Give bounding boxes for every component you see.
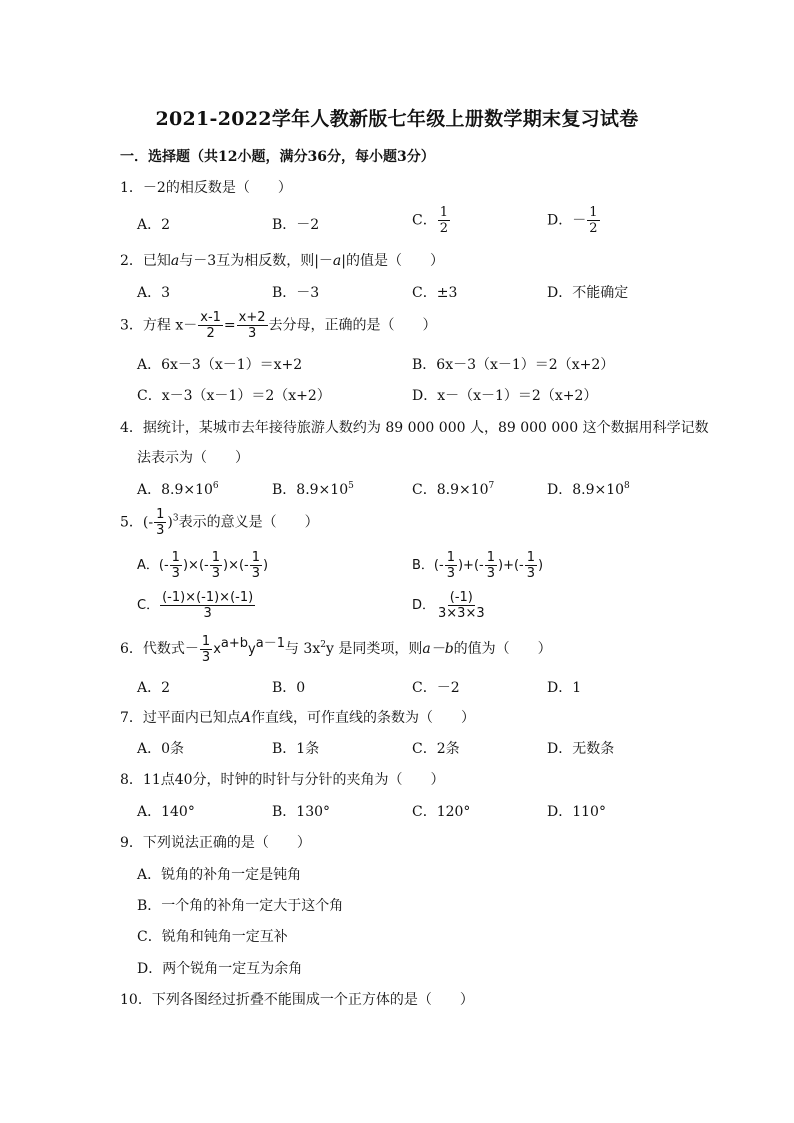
q2-option-c: C．±3 [412, 285, 458, 301]
q7-text-a: 7．过平面内已知点 [120, 710, 241, 726]
q5-a-op1: × [188, 558, 199, 573]
q2-var-a: a [170, 253, 180, 269]
q3-option-b: B．6x－3（x－1）＝2（x+2） [412, 357, 615, 373]
q1-option-a: A．2 [137, 217, 171, 233]
q1-c-den: 2 [439, 221, 448, 236]
q5-c-fraction [160, 590, 255, 621]
q5-b-f3-num: 1 [526, 550, 536, 565]
q5-b-op1: + [463, 558, 474, 573]
q6-option-c: C．－2 [412, 680, 460, 696]
q3-option-c: C．x－3（x－1）＝2（x+2） [137, 388, 331, 404]
q5-base-fraction [154, 507, 166, 538]
q7-point: A [240, 710, 252, 726]
q5-a-f2-num: 1 [211, 550, 220, 565]
q3-option-a: A．6x－3（x－1）＝x+2 [137, 357, 303, 373]
q2-option-a: A．3 [137, 285, 171, 301]
q5-a-f2-den: 3 [211, 566, 220, 581]
q4-option-c [412, 479, 494, 499]
q4-a-text: A．8.9×10 [137, 482, 213, 498]
q3-text-b: 去分母，正确的是（ ） [268, 317, 437, 334]
q1-c-prefix: C． [412, 212, 437, 229]
q4-b-exp: 5 [348, 481, 354, 491]
q5-text-b: 表示的意义是（ ） [178, 514, 319, 531]
q5-d-num: (-1) [449, 590, 473, 605]
q5-option-b: B．(- $\frac{1}{3}$ )+(- $\frac{1}{3}$ )+(- $\frac{1}{3}$ ) [412, 550, 544, 581]
q5-b-f2-num: 1 [486, 550, 495, 565]
q8-option-a: A．140° [137, 804, 195, 820]
q8-option-b: B．130° [272, 804, 331, 820]
q5-b-f2 [485, 550, 497, 581]
q3-f1-den: 2 [206, 326, 215, 341]
q8-option-d: D．110° [547, 804, 606, 820]
q5-a-op2: × [228, 558, 239, 573]
q5-d-fraction [436, 590, 487, 621]
question-6-stem [120, 632, 552, 665]
q3-fraction-1 [198, 310, 223, 341]
q5-a-f1-den: 3 [171, 566, 180, 581]
q5-option-d [412, 590, 488, 621]
q9-option-a: A．锐角的补角一定是钝角 [137, 867, 302, 883]
q5-a-f3 [250, 550, 262, 581]
q6-var-ab: a－b [422, 641, 454, 657]
q5-c-den: 3 [203, 606, 212, 621]
q5-c-label: C． [137, 598, 160, 613]
q5-number: 5． [120, 514, 143, 531]
question-1-stem: 1．－2的相反数是（ ） [120, 180, 292, 196]
q4-option-d [547, 479, 630, 499]
q5-base-den: 3 [156, 523, 165, 538]
q4-option-b [272, 479, 354, 499]
q5-b-f1-den: 3 [446, 566, 455, 581]
q3-fraction-2 [237, 310, 268, 341]
q2-text-c: |的值是（ ） [341, 253, 444, 269]
q5-base-num: 1 [156, 507, 165, 522]
q4-d-text: D．8.9×10 [547, 482, 625, 498]
q5-a-f1-num: 1 [171, 550, 180, 565]
q6-text-c: y 是同类项，则 [325, 641, 423, 657]
q5-a-label: A． [137, 558, 159, 573]
q3-equals: = [223, 317, 236, 334]
q6-frac-den: 3 [201, 649, 211, 665]
q3-option-d: D．x－（x－1）＝2（x+2） [412, 388, 598, 404]
q5-b-f3 [525, 550, 537, 581]
q7-option-c: C．2条 [412, 741, 460, 757]
q5-b-op2: + [503, 558, 514, 573]
q3-f2-num: x+2 [238, 310, 266, 325]
q4-d-exp: 8 [624, 481, 630, 491]
q5-c-num: (-1)×(-1)×(-1) [162, 590, 254, 605]
q1-option-c [412, 205, 451, 236]
q5-d-label: D． [412, 598, 436, 613]
question-2-stem [120, 250, 444, 270]
q5-b-f1-num: 1 [446, 550, 455, 565]
q5-option-a: A．(- $\frac{1}{3}$ )×(- $\frac{1}{3}$ )×(- $\frac{1}{3}$ ) [137, 550, 269, 581]
q4-a-exp: 6 [212, 481, 219, 491]
q5-b-f3-den: 3 [526, 566, 536, 581]
q6-text-b: 与 3x [284, 641, 321, 657]
q6-text-a: 6．代数式－ [120, 641, 199, 657]
q6-option-d: D．1 [547, 680, 582, 696]
q7-option-d: D．无数条 [547, 741, 615, 757]
q5-a-f1 [170, 550, 182, 581]
q7-text-b: 作直线，可作直线的条数为（ ） [251, 710, 476, 726]
q2-option-d: D．不能确定 [547, 285, 629, 301]
q5-d-den: 3×3×3 [438, 606, 485, 621]
q6-option-a: A．2 [137, 680, 171, 696]
q2-text-b: 与－3互为相反数，则|－ [179, 253, 333, 269]
section-heading: 一．选择题（共12小题，满分36分，每小题3分） [120, 149, 435, 165]
q1-d-prefix: D．－ [547, 212, 587, 229]
q9-option-b: B．一个角的补角一定大于这个角 [137, 898, 344, 914]
q5-a-f2 [210, 550, 222, 581]
q6-fraction [200, 634, 212, 665]
question-9-stem: 9．下列说法正确的是（ ） [120, 835, 311, 851]
q4-c-exp: 7 [488, 481, 495, 491]
q4-c-text: C．8.9×10 [412, 482, 489, 498]
question-5-stem: 5．(- $\frac{1}{3}$ )$^3$表示的意义是（ ） [120, 507, 319, 538]
q1-c-num: 1 [439, 205, 448, 220]
q6-var-x: x [213, 642, 221, 657]
q6-frac-num: 1 [201, 633, 211, 649]
q1-option-b: B．－2 [272, 217, 320, 233]
q7-option-b: B．1条 [272, 741, 320, 757]
q1-c-fraction [438, 205, 450, 236]
question-4-line2: 法表示为（ ） [137, 450, 249, 466]
page-title: 2021-2022学年人教新版七年级上册数学期末复习试卷 [155, 108, 639, 130]
q1-d-den: 2 [589, 221, 598, 236]
q5-a-f3-num: 1 [251, 550, 261, 565]
q6-exp-3: 2 [320, 640, 326, 650]
q5-exponent: 3 [172, 513, 179, 524]
q5-b-f1 [445, 550, 457, 581]
q4-b-text: B．8.9×10 [272, 482, 349, 498]
q6-option-b: B．0 [272, 680, 306, 696]
q6-var-y: y [248, 642, 256, 657]
q6-exp-2: a－1 [255, 636, 285, 651]
q1-option-d [547, 205, 601, 236]
q3-f1-num: x-1 [200, 310, 221, 325]
q9-option-d: D．两个锐角一定互为余角 [137, 961, 303, 977]
q3-text-a: 3．方程 x－ [120, 317, 198, 334]
q2-option-b: B．－3 [272, 285, 320, 301]
q8-option-c: C．120° [412, 804, 471, 820]
question-10-stem: 10．下列各图经过折叠不能围成一个正方体的是（ ） [120, 992, 474, 1008]
q2-var-a2: a [332, 253, 342, 269]
q6-exp-1: a+b [220, 636, 249, 651]
q4-option-a [137, 479, 219, 499]
q5-b-f2-den: 3 [486, 566, 495, 581]
q5-a-f3-den: 3 [251, 566, 261, 581]
q2-text-a: 2．已知 [120, 253, 171, 269]
q9-option-c: C．锐角和钝角一定互补 [137, 929, 288, 945]
q5-option-c [137, 590, 256, 621]
q3-f2-den: 3 [247, 326, 257, 341]
q7-option-a: A．0条 [137, 741, 185, 757]
question-8-stem: 8．11点40分，时钟的时针与分针的夹角为（ ） [120, 772, 445, 788]
q1-d-fraction [587, 205, 599, 236]
q6-text-d: 的值为（ ） [453, 641, 552, 657]
q5-b-label: B． [412, 558, 434, 573]
question-7-stem [120, 707, 475, 727]
question-3-stem [120, 310, 437, 341]
q1-d-num: 1 [589, 205, 598, 220]
question-4-line1: 4．据统计，某城市去年接待旅游人数约为 89 000 000 人，89 000 000 这个数据用科学记数 [120, 420, 709, 436]
